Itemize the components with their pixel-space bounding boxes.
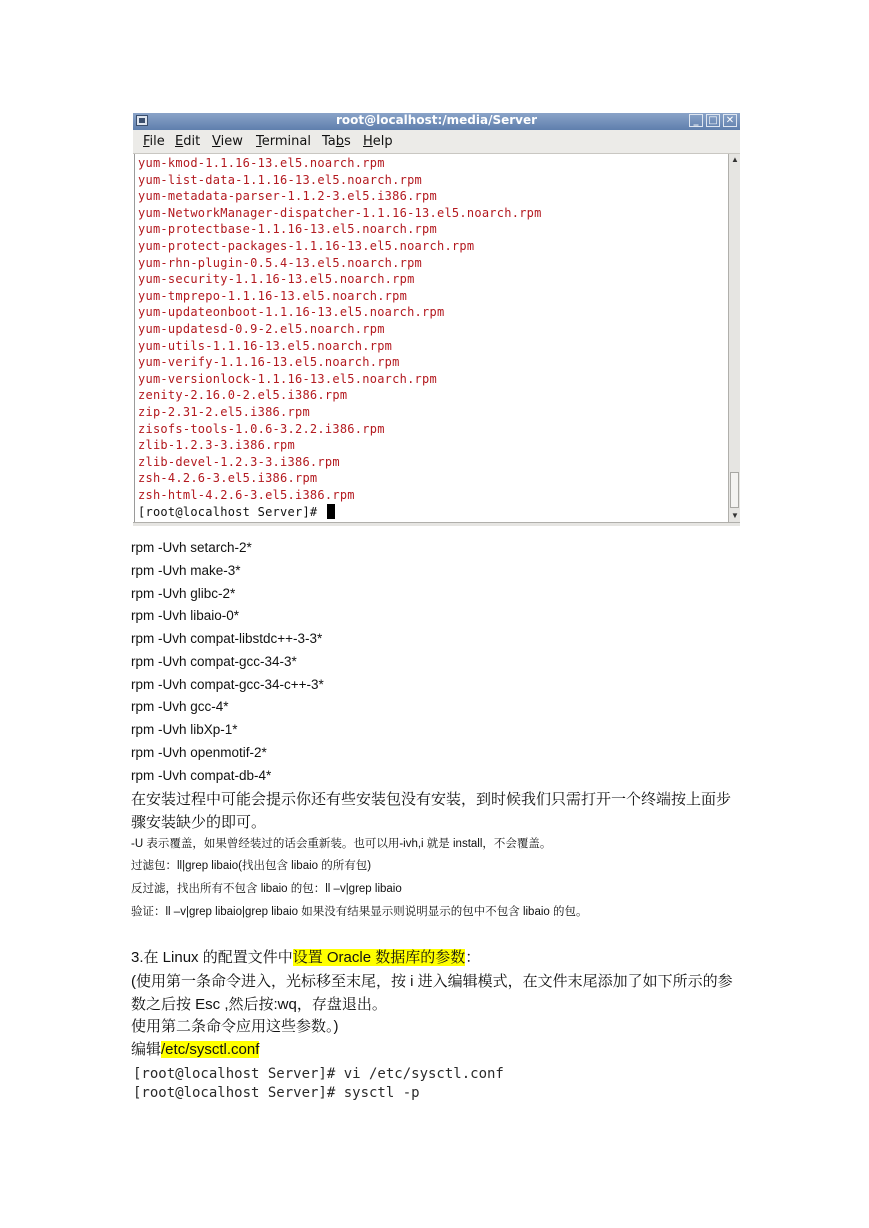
scroll-thumb[interactable]: [730, 472, 739, 508]
terminal-scrollbar[interactable]: [728, 154, 740, 522]
edit-prefix: 编辑: [131, 1041, 162, 1058]
terminal-line: yum-metadata-parser-1.1.2-3.el5.i386.rpm: [138, 189, 437, 204]
section3-highlight: 设置 Oracle 数据库的参数: [292, 949, 466, 966]
terminal-line: zlib-devel-1.2.3-3.i386.rpm: [138, 454, 340, 469]
terminal-line: zlib-1.2.3-3.i386.rpm: [138, 438, 295, 453]
section3-line2: (使用第一条命令进入，光标移至末尾，按 i 进入编辑模式，在文件末尾添加了如下所示的参: [131, 973, 733, 990]
section3-suffix: ：: [465, 949, 481, 966]
shell-command-vi: [root@localhost Server]# vi /etc/sysctl.conf: [133, 1066, 504, 1082]
rpm-command: rpm -Uvh gcc-4*: [131, 699, 229, 715]
edit-file-line: [131, 1038, 259, 1061]
scroll-down-icon[interactable]: ▼: [731, 511, 739, 520]
rpm-command: rpm -Uvh glibc-2*: [131, 585, 236, 601]
menu-file[interactable]: File: [143, 134, 165, 149]
rpm-command: rpm -Uvh setarch-2*: [131, 540, 252, 555]
terminal-output[interactable]: [134, 154, 728, 522]
terminal-line: yum-list-data-1.1.16-13.el5.noarch.rpm: [138, 172, 423, 187]
terminal-line: yum-utils-1.1.16-13.el5.noarch.rpm: [138, 338, 393, 353]
rpm-command: rpm -Uvh make-3*: [131, 562, 241, 578]
terminal-line: yum-rhn-plugin-0.5.4-13.el5.noarch.rpm: [138, 255, 423, 270]
scroll-up-icon[interactable]: ▲: [731, 155, 739, 164]
terminal-line: yum-updatesd-0.9-2.el5.noarch.rpm: [138, 322, 385, 336]
note-reverse-filter: 反过滤，找出所有不包含 libaio 的包：ll –v|grep libaio: [131, 883, 402, 895]
window-menu-icon[interactable]: [136, 115, 148, 126]
text-cursor: [327, 504, 335, 519]
terminal-line: yum-tmprepo-1.1.16-13.el5.noarch.rpm: [138, 288, 408, 303]
rpm-command: rpm -Uvh compat-gcc-34-3*: [131, 653, 297, 669]
terminal-line: yum-updateonboot-1.1.16-13.el5.noarch.rpm: [138, 305, 445, 320]
close-icon[interactable]: ✕: [723, 114, 737, 127]
install-note-line1: 在安装过程中可能会提示你还有些安装包没有安装，到时候我们只需打开一个终端按上面步: [131, 791, 732, 808]
section3-heading: [131, 946, 480, 969]
rpm-command: rpm -Uvh libXp-1*: [131, 722, 238, 737]
terminal-line: zsh-4.2.6-3.el5.i386.rpm: [138, 471, 318, 486]
rpm-command: rpm -Uvh compat-libstdc++-3-3*: [131, 631, 323, 646]
terminal-line: yum-verify-1.1.16-13.el5.noarch.rpm: [138, 355, 400, 370]
terminal-line: yum-kmod-1.1.16-13.el5.noarch.rpm: [138, 156, 385, 170]
terminal-title: root@localhost:/media/Server: [335, 113, 538, 127]
terminal-line: yum-security-1.1.16-13.el5.noarch.rpm: [138, 272, 415, 287]
terminal-line: zisofs-tools-1.0.6-3.2.2.i386.rpm: [138, 421, 385, 436]
maximize-icon[interactable]: □: [706, 114, 720, 127]
minimize-icon[interactable]: _: [689, 114, 703, 127]
install-note-line2: 骤安装缺少的即可。: [131, 814, 267, 831]
menu-view[interactable]: View: [212, 134, 243, 149]
terminal-line: yum-NetworkManager-dispatcher-1.1.16-13.el5.noarch.rpm: [138, 205, 542, 220]
rpm-command: rpm -Uvh libaio-0*: [131, 608, 240, 624]
note-verify: 验证：ll –v|grep libaio|grep libaio 如果没有结果显示则说明显示的包中不包含 libaio 的包。: [131, 906, 588, 918]
menu-edit[interactable]: Edit: [175, 134, 201, 149]
rpm-command: rpm -Uvh compat-db-4*: [131, 767, 272, 783]
menu-tabs[interactable]: Tabs: [322, 134, 351, 149]
terminal-line: zip-2.31-2.el5.i386.rpm: [138, 405, 310, 419]
note-filter: 过滤包：ll|grep libaio(找出包含 libaio 的所有包): [131, 860, 372, 872]
terminal-titlebar: [133, 113, 740, 130]
rpm-command: rpm -Uvh compat-gcc-34-c++-3*: [131, 676, 324, 692]
prompt-text: [root@localhost Server]#: [138, 504, 325, 519]
note-overwrite: -U 表示覆盖，如果曾经装过的话会重新装。也可以用-ivh,i 就是 install，不会覆盖。: [131, 838, 552, 850]
terminal-line: yum-protectbase-1.1.16-13.el5.noarch.rpm: [138, 222, 437, 237]
section3-line4: 使用第二条命令应用这些参数。): [131, 1018, 339, 1035]
terminal-line: yum-versionlock-1.1.16-13.el5.noarch.rpm: [138, 371, 437, 386]
terminal-line: yum-protect-packages-1.1.16-13.el5.noarch.rpm: [138, 239, 475, 253]
terminal-line: zenity-2.16.0-2.el5.i386.rpm: [138, 388, 348, 403]
terminal-line: zsh-html-4.2.6-3.el5.i386.rpm: [138, 488, 355, 502]
menu-help[interactable]: Help: [363, 134, 393, 149]
menu-terminal[interactable]: Terminal: [256, 134, 311, 149]
terminal-menubar: [133, 130, 740, 154]
terminal-window: [133, 113, 740, 526]
edit-file-path: /etc/sysctl.conf: [161, 1041, 260, 1058]
terminal-prompt[interactable]: [138, 504, 335, 520]
rpm-command: rpm -Uvh openmotif-2*: [131, 744, 267, 760]
shell-command-sysctl: [root@localhost Server]# sysctl -p: [133, 1085, 420, 1101]
terminal-bottom-edge: [133, 522, 740, 526]
section3-line3: 数之后按 Esc ,然后按:wq，存盘退出。: [131, 996, 387, 1013]
section3-prefix: 3.在 Linux 的配置文件中: [131, 949, 293, 966]
